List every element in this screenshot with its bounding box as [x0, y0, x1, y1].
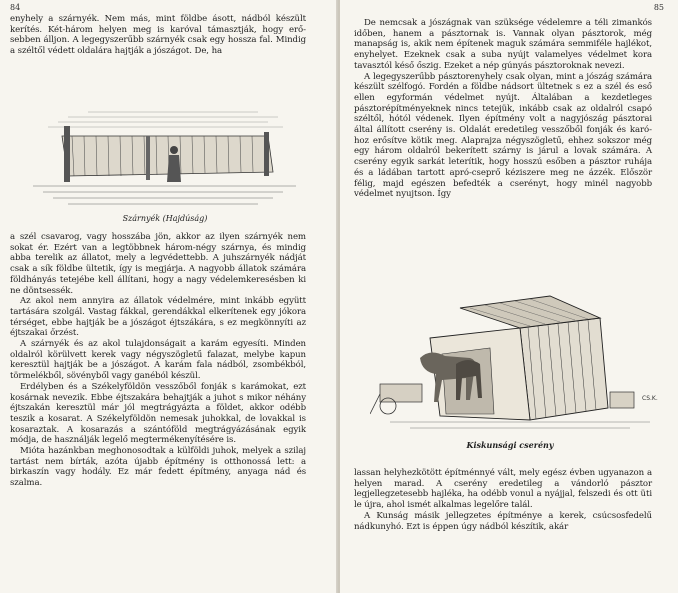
left-paragraph: Erdélyben és a Székelyföldön vesszőből fonják s karámokat, ezt kosárnak nevezik. Ebbe éjtszakára behajtják a juhot s mikor néhány éjtszakán keresztül már jól megtrágyázta a földet, akkor odébb teszik a kosarat. A Székelyföldön nemesak juhokkal, de lovakkal is kosaraztak. A kosarazás a szántóföld megtrágyázásának egyik módja, de használják legelő megtermékenyítésére is.: [10, 381, 306, 446]
left-paragraph: Mióta hazánkban meghonosodtak a külföldi juhok, melyek a szilaj tartást nem bírták, azóta újabb építmény is otthonossá lett: a birkaszín vagy hodály. Ez már fedett építmény, anyaga nád és szalma.: [10, 446, 306, 489]
left-body-text: [10, 232, 306, 489]
left-page: [0, 0, 338, 593]
left-paragraph: A szárnyék és az akol tulajdonságait a karám egyesíti. Minden oldalról körülvett kerek vagy négyszögletű falazat, melybe kapun keresztül hajtják be a jószágot. A karám fala nádból, zsombékból, törmelékből, sövényből vagy ganéból készül.: [10, 339, 306, 382]
right-paragraph: De nemcsak a jószágnak van szüksége védelemre a téli zimankós időben, hanem a pásztornak is. Vannak olyan pásztorok, még manapság is, akik nem építenek maguk számára semmiféle hajlékot, enyhelyet. Ezeknek csak a suba nyújt valamelyes védelmet kora tavasztól késő őszig. Ezeket a nép gúnyás pásztoroknak nevezi.: [354, 18, 652, 71]
right-paragraph: A legegyszerűbb pásztorenyhely csak olyan, mint a jószág számára készült szélfogó. Fordén a földbe nádsort ültetnek s ez a szél és eső ellen egyformán védelmet nyújt. Általában a kezdetleges pásztorépítményeknek nincs tetejük, inkább csak az oldalról csapó széltől, hótól védenek. Ilyen építmény volt a nagyjószág pásztorai által állított cserény is. Oldalát eredetileg vesszőből fonják és karóhoz erősítve kötik meg. Alaprajza négyszögletű, ehhez sokszor még egy három oldalról bekerített szárny is járul a lovak számára. A cserény egyik sarkát leterítik, hogy hosszú esőben a pásztor ruhája és a ládában tartott apró-cseprő kéziszere meg ne ázzék. Először félig, majd egészen befedték a cserényt, hogy minél nagyobb védelmet nyujtson. Így: [354, 71, 652, 200]
right-bottom-paragraph: A Kunság másik jellegzetes építménye a kerek, csúcsosfedelű nádkunyhó. Ezt is éppen úgy nádból készítik, akár: [354, 510, 652, 532]
left-paragraph: a szél csavarog, vagy hosszába jön, akkor az ilyen szárnyék nem sokat ér. Ezért van a legtöbbnek három-négy szárnya, és mindig abba terelik az állatot, mely a legvédettebb. A juhszárnyék nádját csak a sík földbe ültetik, így is megjárja. A nagyobb állatok számára földhányás tetejébe kell állítani, hogy a nagy védelemkeresésben ki ne döntsessék.: [10, 232, 306, 296]
left-top-text: [10, 14, 306, 57]
right-bottom-paragraph: lassan helyhezkötött építménnyé vált, mely egész évben ugyanazon a helyen marad. A cserény eredetileg a vándorló pásztor legjellegzetesebb hajléka, ha odébb vonul a nyájjal, felszedi és ott üti le újra, ahol ismét alkalmas legelőre talál.: [354, 468, 652, 511]
right-page: [340, 0, 678, 593]
page-number-left: 84: [10, 3, 21, 12]
szarnyek-illustration: [28, 106, 300, 214]
figure-caption-left: Szárnyék (Hajdúság): [122, 214, 208, 223]
figure-caption-right: Kiskunsági cserény: [466, 440, 554, 450]
right-bottom-text: [354, 468, 652, 532]
illustration-signature: CS.K.: [642, 395, 658, 402]
left-top-paragraph: enyhely a szárnyék. Nem más, mint földbe ásott, nádból készült kerítés. Két-három helyen meg is karóval támasztják, hogy erősebben álljon. A legegyszerűbb szárnyék csak egy hossza fal. Mindig a széltől védett oldalára hajtják a jószágot. De, ha: [10, 14, 306, 57]
page-number-right: 85: [653, 3, 664, 12]
cserenyi-illustration: [370, 288, 660, 438]
left-paragraph: Az akol nem annyira az állatok védelmére, mint inkább együtt tartására szolgál. Vastag fákkal, gerendákkal elkerítenek egy jókora térséget, ebbe hajtják be a jószágot éjtszákára, s ez megkönnyíti az éjtszakai őrzést.: [10, 296, 306, 339]
right-top-text: [354, 18, 652, 200]
